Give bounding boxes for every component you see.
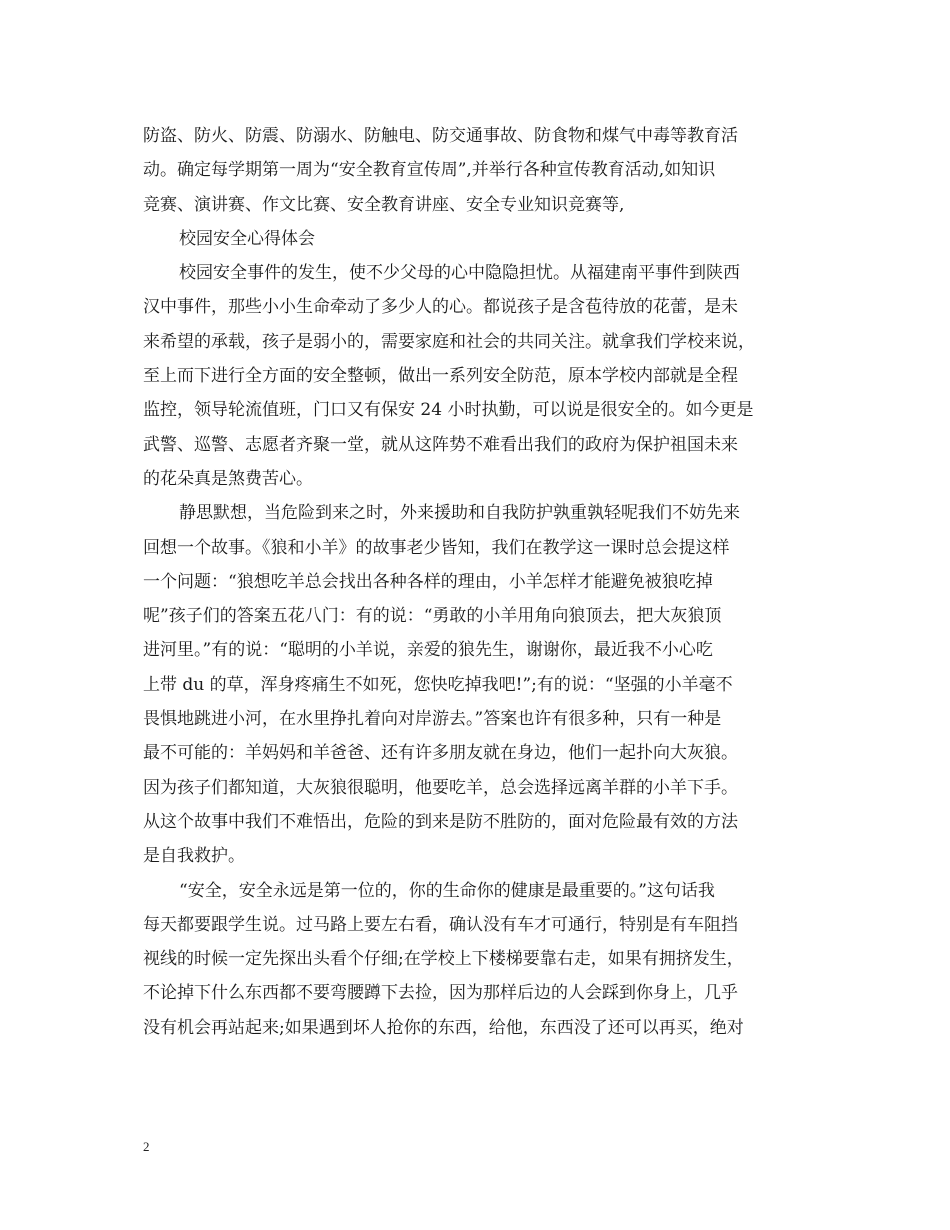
text-line: 动。确定每学期第一周为“安全教育宣传周”,并举行各种宣传教育活动,如知识 xyxy=(143,160,716,181)
text-line: 从这个故事中我们不难悟出，危险的到来是防不胜防的，面对危险最有效的方法 xyxy=(143,811,738,832)
text-line: 不论掉下什么东西都不要弯腰蹲下去捡，因为那样后边的人会踩到你身上，几乎 xyxy=(143,983,738,1004)
text-line: “安全，安全永远是第一位的，你的生命你的健康是最重要的。”这句话我 xyxy=(179,880,715,901)
text-line: 汉中事件，那些小小生命牵动了多少人的心。都说孩子是含苞待放的花蕾，是未 xyxy=(143,297,738,318)
text-line: 回想一个故事。《狼和小羊》的故事老少皆知，我们在教学这一课时总会提这样 xyxy=(143,537,730,558)
text-line: 上带 du 的草，浑身疼痛生不如死，您快吃掉我吧!”;有的说：“坚强的小羊毫不 xyxy=(143,674,733,695)
text-line: 进河里。”有的说：“聪明的小羊说，亲爱的狼先生，谢谢你，最近我不小心吃 xyxy=(143,640,713,661)
text-line: 至上而下进行全方面的安全整顿，做出一系列安全防范，原本学校内部就是全程 xyxy=(143,366,738,387)
text-line: 视线的时候一定先探出头看个仔细;在学校上下楼梯要靠右走，如果有拥挤发生， xyxy=(143,949,744,970)
section-heading: 校园安全心得体会 xyxy=(179,228,315,249)
text-line: 因为孩子们都知道，大灰狼很聪明，他要吃羊，总会选择远离羊群的小羊下手。 xyxy=(143,777,738,798)
text-line: 监控，领导轮流值班，门口又有保安 24 小时执勤，可以说是很安全的。如今更是 xyxy=(143,400,754,421)
text-line: 是自我救护。 xyxy=(143,846,245,867)
text-line: 防盗、防火、防震、防溺水、防触电、防交通事故、防食物和煤气中毒等教育活 xyxy=(143,126,738,146)
text-line: 的花朵真是煞费苦心。 xyxy=(143,468,313,489)
text-line: 静思默想，当危险到来之时，外来援助和自我防护孰重孰轻呢我们不妨先来 xyxy=(179,503,740,524)
text-line: 竞赛、演讲赛、作文比赛、安全教育讲座、安全专业知识竞赛等, xyxy=(143,194,625,215)
text-line: 校园安全事件的发生，使不少父母的心中隐隐担忧。从福建南平事件到陕西 xyxy=(179,263,740,284)
text-line: 畏惧地跳进小河，在水里挣扎着向对岸游去。”答案也许有很多种，只有一种是 xyxy=(143,709,722,730)
text-line: 每天都要跟学生说。过马路上要左右看，确认没有车才可通行，特别是有车阻挡 xyxy=(143,914,738,935)
text-line: 一个问题：“狼想吃羊总会找出各种各样的理由，小羊怎样才能避免被狼吃掉 xyxy=(143,571,713,592)
text-line: 最不可能的：羊妈妈和羊爸爸、还有许多朋友就在身边，他们一起扑向大灰狼。 xyxy=(143,743,738,764)
text-line: 武警、巡警、志愿者齐聚一堂，就从这阵势不难看出我们的政府为保护祖国未来 xyxy=(143,434,738,455)
text-line: 来希望的承载，孩子是弱小的，需要家庭和社会的共同关注。就拿我们学校来说， xyxy=(143,331,755,352)
text-line: 呢”孩子们的答案五花八门：有的说：“勇敢的小羊用角向狼顶去，把大灰狼顶 xyxy=(143,606,722,627)
page-number: 2 xyxy=(143,1139,150,1154)
document-body xyxy=(143,119,823,1045)
text-line: 没有机会再站起来;如果遇到坏人抢你的东西，给他，东西没了还可以再买，绝对 xyxy=(143,1017,744,1038)
